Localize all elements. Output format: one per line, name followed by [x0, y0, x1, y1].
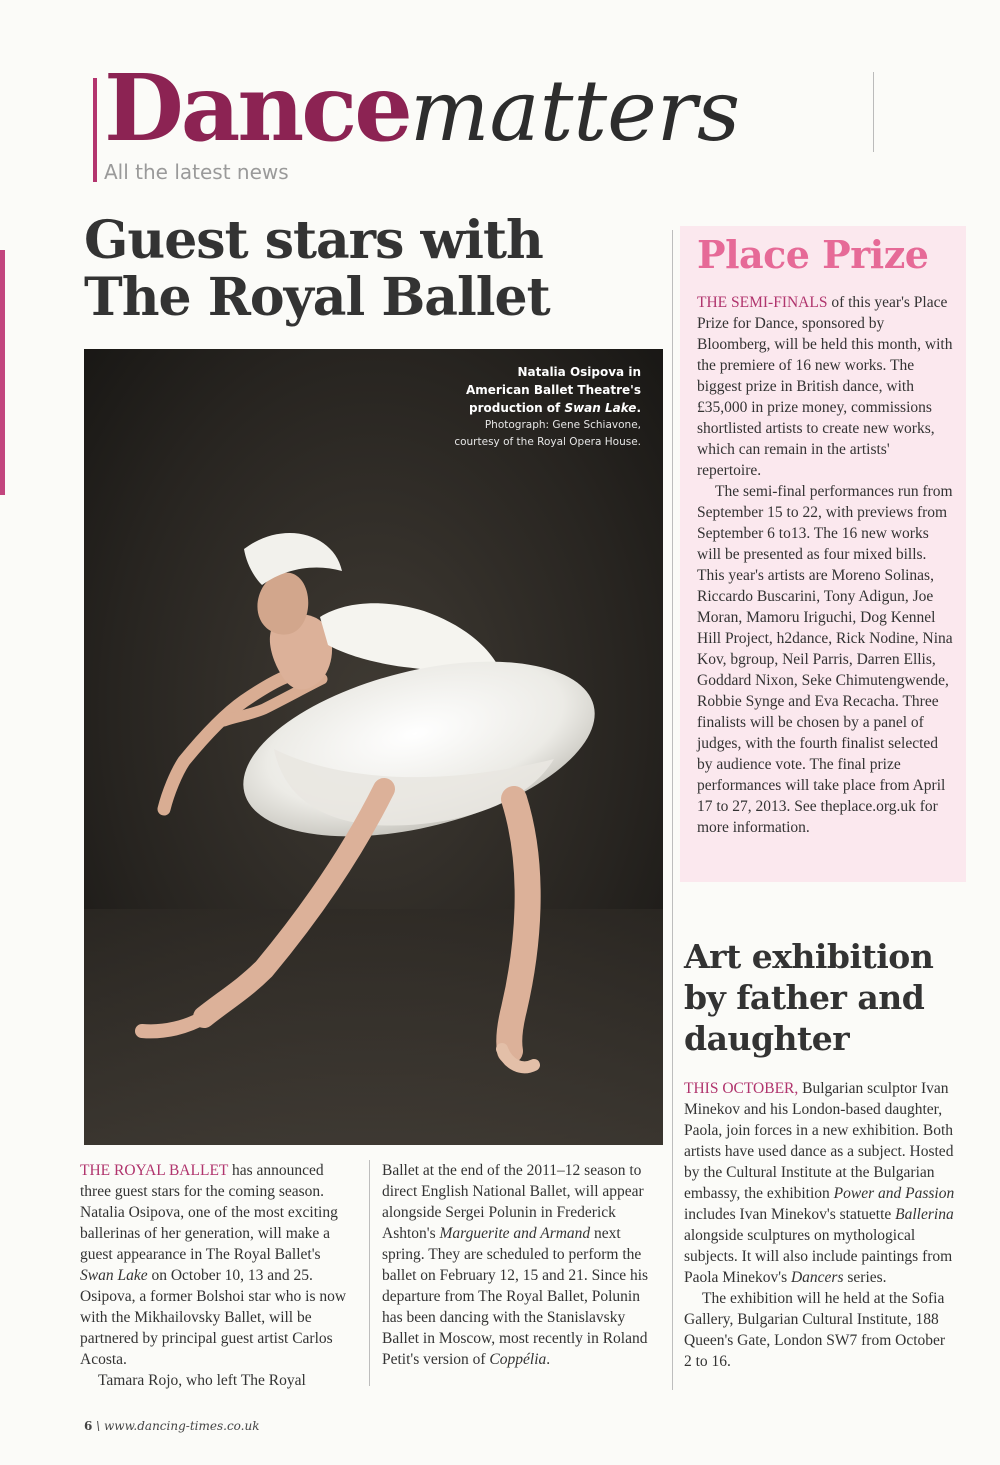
article-text-2a: Ballet at the end of the 2011–12 season to direct English National Ballet, will appear alongside Sergei Polunin in Frederick Ashton's [382, 1162, 644, 1242]
art-title-power-passion: Power and Passion [833, 1185, 955, 1202]
ballerina-illustration [84, 349, 663, 1145]
article-title-coppelia: Coppélia [489, 1351, 547, 1368]
art-text-1b: includes Ivan Minekov's statuette [684, 1206, 896, 1223]
caption-line-1: Natalia Osipova in [517, 365, 641, 379]
art-title-dancers: Dancers [790, 1269, 844, 1286]
page-footer [84, 1419, 260, 1433]
article-paragraph-1 [80, 1160, 352, 1370]
masthead-title-bold: Dance [104, 54, 410, 162]
masthead-title-light: matters [409, 62, 741, 160]
caption-line-2: American Ballet Theatre's [466, 383, 641, 397]
caption-line-3-post: . [636, 401, 641, 415]
caption-line-3 [341, 399, 641, 417]
article-title-marguerite: Marguerite and Armand [439, 1225, 591, 1242]
photo-caption [341, 363, 641, 451]
masthead-subtitle: All the latest news [104, 160, 289, 184]
sidebar-paragraph-1 [697, 292, 955, 481]
caption-credit-2: courtesy of the Royal Opera House. [454, 436, 641, 448]
article-lead: THE ROYAL BALLET [80, 1162, 229, 1179]
art-exhibition-body [684, 1078, 956, 1372]
top-divider [873, 72, 874, 152]
sidebar-title: Place Prize [697, 232, 929, 277]
edge-accent-bar [0, 250, 5, 495]
caption-line-3-title: Swan Lake [564, 401, 637, 415]
article-column-1 [80, 1160, 352, 1391]
page-number: 6 [84, 1419, 93, 1433]
article-text-2b: next spring. They are scheduled to perform the ballet on February 12, 15 and 21. Since his departure from The Royal Ballet, Polunin has been dancing with the Stanislavsky Ballet in Moscow, most recently in Roland Petit's version of [382, 1225, 649, 1368]
article-title-swan-lake: Swan Lake [80, 1267, 148, 1284]
footer-url: www.dancing-times.co.uk [104, 1419, 260, 1433]
art-paragraph-2: The exhibition will he held at the Sofia Gallery, Bulgarian Cultural Institute, 188 Queen's Gate, London SW7 from October 2 to 16. [684, 1290, 946, 1370]
art-paragraph-1 [684, 1078, 956, 1288]
art-text-1c: alongside sculptures on mythological subjects. It will also include paintings from Paola Minekov's [684, 1227, 953, 1286]
article-text-2c: . [546, 1351, 551, 1368]
footer-separator: \ [92, 1419, 105, 1433]
sidebar-text-1: of this year's Place Prize for Dance, sponsored by Bloomberg, will be held this month, with the premiere of 16 new works. The biggest prize in British dance, with £35,000 in prize money, commissions shortlisted artists to create new works, which can remain in the artists' repertoire. [697, 294, 953, 479]
article-paragraph-3 [382, 1160, 658, 1370]
caption-credit-1: Photograph: Gene Schiavone, [484, 419, 641, 431]
art-lead: THIS OCTOBER, [684, 1080, 799, 1097]
art-title-ballerina: Ballerina [895, 1206, 954, 1223]
sidebar-lead: THE SEMI-FINALS [697, 294, 828, 311]
headline-line-1: Guest stars with [84, 210, 543, 271]
article-paragraph-2: Tamara Rojo, who left The Royal [98, 1372, 306, 1389]
art-text-1a: Bulgarian sculptor Ivan Minekov and his London-based daughter, Paola, join forces in a new exhibition. Both artists have used dance as a subject. Hosted by the Cultural Institute at the Bulgarian embassy, the exhibition [684, 1080, 954, 1202]
column-divider-1 [369, 1160, 370, 1386]
sidebar-paragraph-2: The semi-final performances run from September 15 to 22, with previews from September 6 to13. The 16 new works will be presented as four mixed bills. This year's artists are Moreno Solinas, Riccardo Buscarini, Tony Adigun, Joe Moran, Mamoru Iriguchi, Dog Kennel Hill Project, h2dance, Rick Nodine, Nina Kov, bgroup, Neil Parris, Darren Ellis, Goddard Nixon, Seke Chimutengwende, Robbie Synge and Eva Recacha. Three finalists will be chosen by a panel of judges, with the fourth finalist selected by audience vote. The final prize performances will take place from April 17 to 27, 2013. See theplace.org.uk for more information. [697, 483, 953, 836]
article-text-1b: on October 10, 13 and 25. Osipova, a former Bolshoi star who is now with the Mikhailovsky Ballet, will be partnered by principal guest artist Carlos Acosta. [80, 1267, 347, 1368]
column-divider-2 [672, 230, 673, 1390]
masthead-rule [93, 78, 97, 182]
art-exhibition-title: Art exhibition by father and daughter [684, 937, 934, 1058]
article-text-1a: has announced three guest stars for the coming season. Natalia Osipova, one of the most exciting ballerinas of her generation, will make a guest appearance in The Royal Ballet's [80, 1162, 338, 1263]
art-text-1d: series. [843, 1269, 887, 1286]
caption-line-3-pre: production of [468, 401, 565, 415]
ballerina-photo [84, 349, 663, 1145]
article-column-2 [382, 1160, 658, 1370]
headline-line-2: The Royal Ballet [84, 267, 550, 328]
sidebar-body [697, 292, 955, 838]
main-headline [84, 212, 664, 326]
masthead [104, 54, 741, 162]
